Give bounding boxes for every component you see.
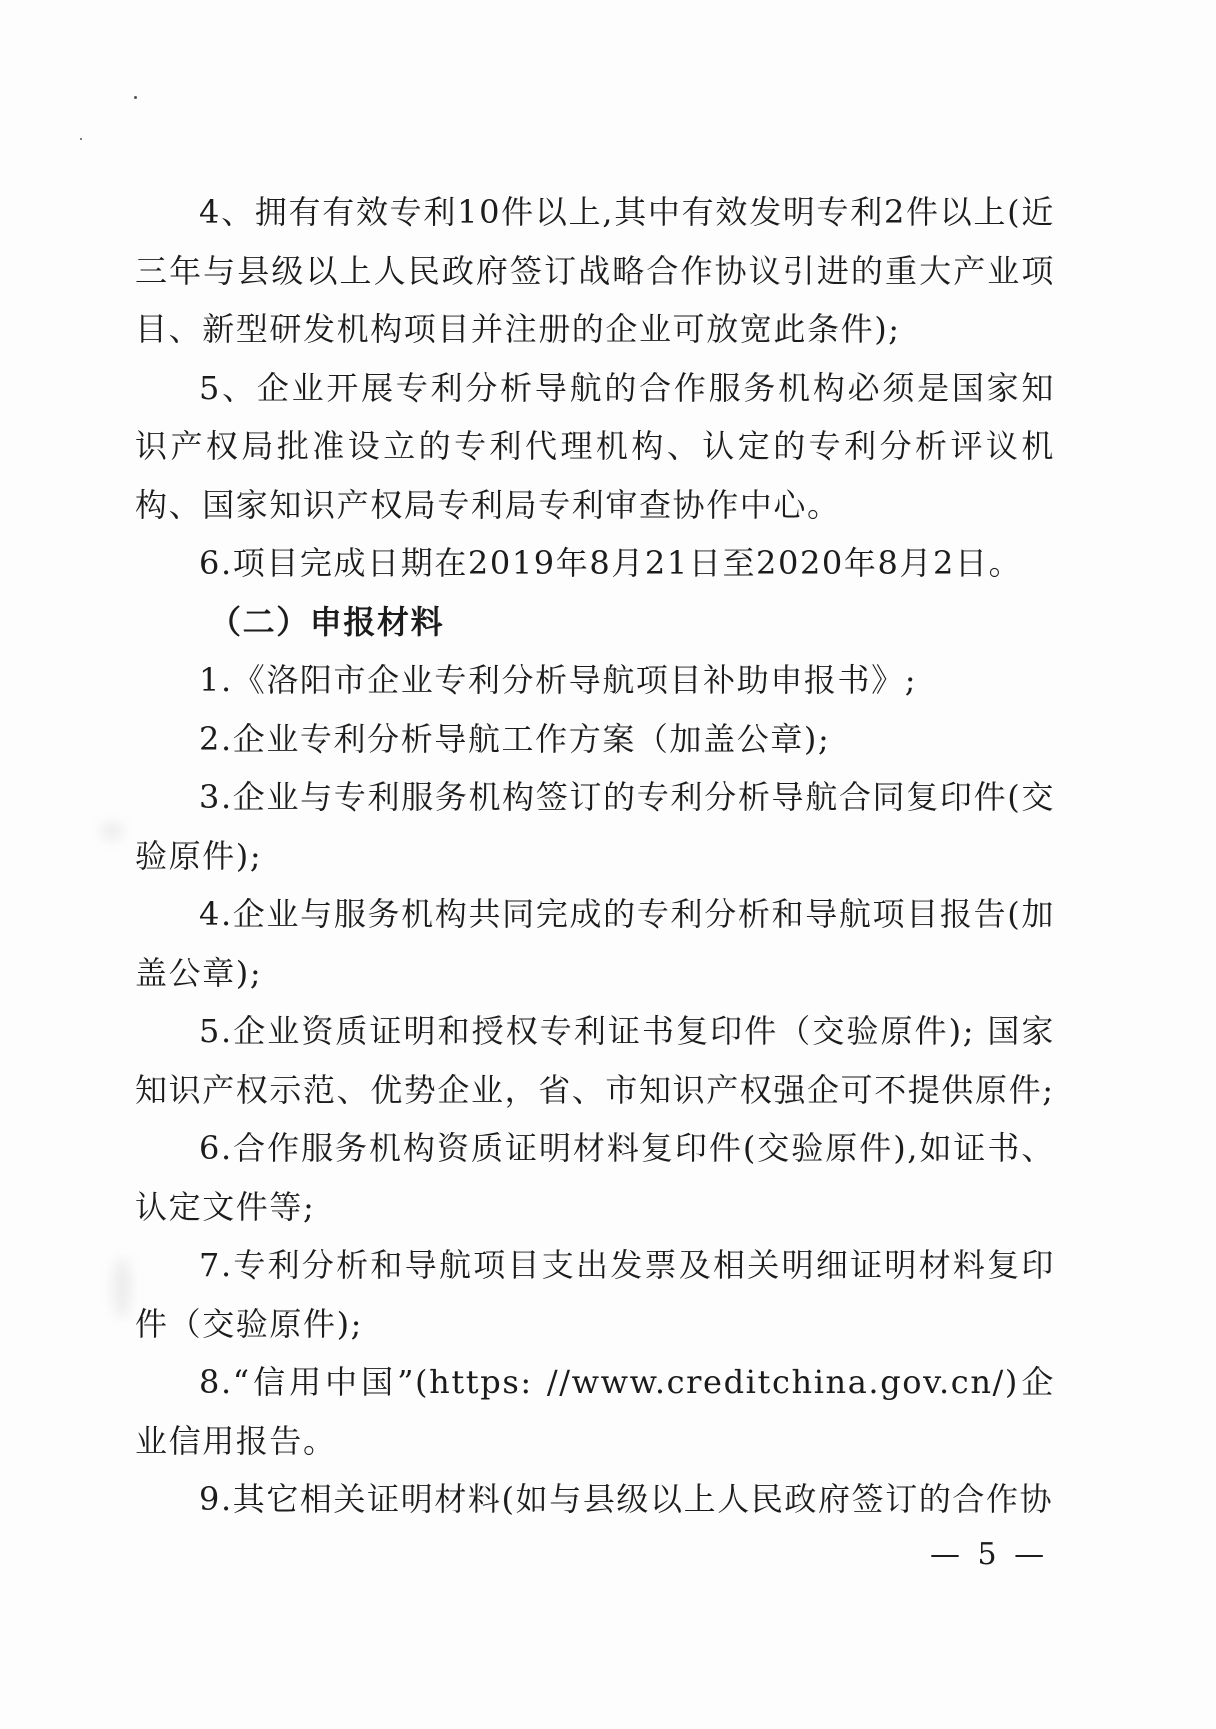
material-item-3: 3.企业与专利服务机构签订的专利分析导航合同复印件(交验原件); [135, 778, 1055, 875]
material-item-7: 7.专利分析和导航项目支出发票及相关明细证明材料复印件（交验原件); [135, 1246, 1055, 1343]
material-item-5: 5.企业资质证明和授权专利证书复印件（交验原件); 国家知识产权示范、优势企业，省、市知识产权强企可不提供原件; [135, 1012, 1055, 1109]
section-heading: （二）申报材料 [209, 602, 445, 641]
requirement-item-4: 4、拥有有效专利10件以上,其中有效发明专利2件以上(近三年与县级以上人民政府签订战略合作协议引进的重大产业项目、新型研发机构项目并注册的企业可放宽此条件); [135, 193, 1055, 348]
material-item-1: 1.《洛阳市企业专利分析导航项目补助申报书》; [199, 661, 918, 699]
document-body [135, 183, 1055, 1529]
page-number: — 5 — [930, 1537, 1049, 1572]
scan-speck [134, 96, 137, 99]
scan-bleed-mark [100, 822, 124, 840]
material-item-8: 8.“信用中国”(https: //www.creditchina.gov.cn/)企业信用报告。 [135, 1363, 1055, 1460]
material-item-4: 4.企业与服务机构共同完成的专利分析和导航项目报告(加盖公章); [135, 895, 1055, 992]
material-item-2: 2.企业专利分析导航工作方案（加盖公章); [199, 719, 831, 758]
material-item-9: 9.其它相关证明材料(如与县级以上人民政府签订的合作协 [199, 1480, 1054, 1518]
scan-bleed-mark [112, 1258, 132, 1318]
material-item-6: 6.合作服务机构资质证明材料复印件(交验原件),如证书、认定文件等; [135, 1129, 1055, 1226]
requirement-item-6: 6.项目完成日期在2019年8月21日至2020年8月2日。 [199, 544, 1023, 582]
requirement-item-5: 5、企业开展专利分析导航的合作服务机构必须是国家知识产权局批准设立的专利代理机构、认定的专利分析评议机构、国家知识产权局专利局专利审查协作中心。 [135, 368, 1055, 524]
scan-speck [80, 138, 82, 140]
